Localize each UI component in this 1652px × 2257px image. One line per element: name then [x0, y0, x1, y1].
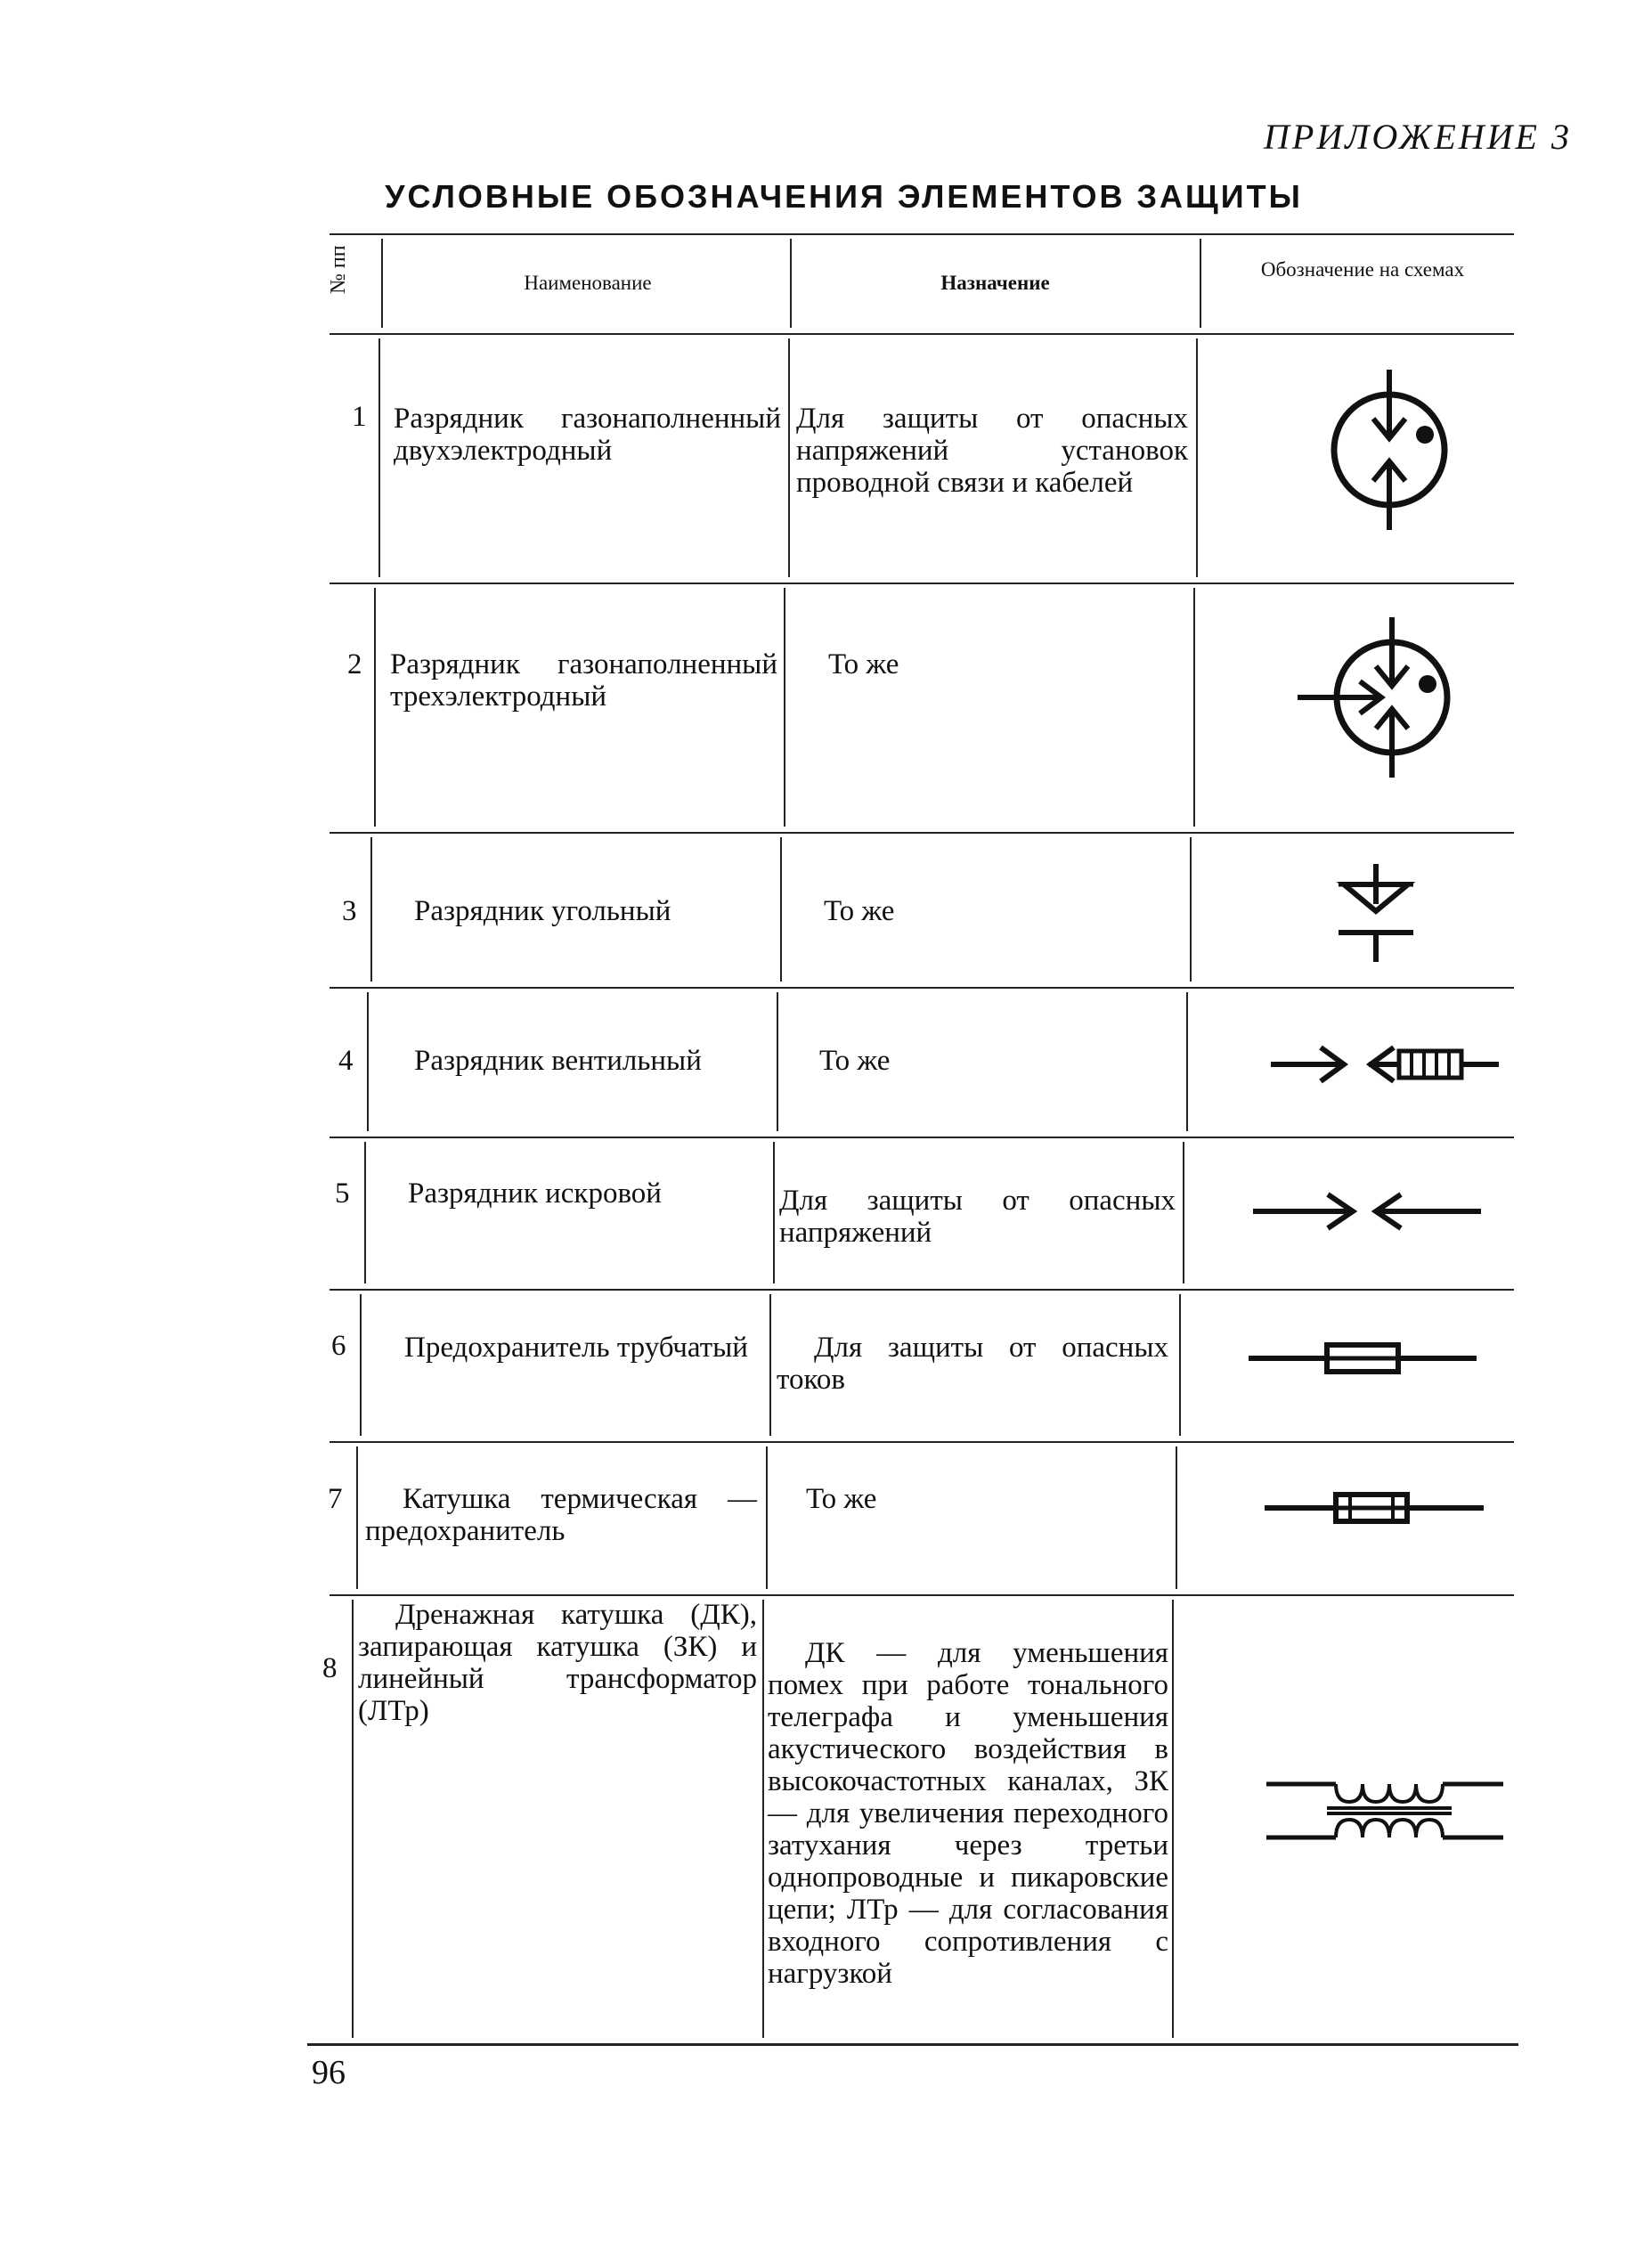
row-purpose: Для защиты от опасных напряжений — [779, 1185, 1176, 1249]
row-number: 8 — [322, 1652, 338, 1684]
col-divider — [1193, 588, 1195, 827]
col-divider — [1186, 992, 1188, 1131]
table-top-border — [330, 233, 1514, 235]
row-name: Разрядник газонаполненный двухэлектродный — [394, 403, 781, 467]
col-divider — [1179, 1294, 1181, 1436]
col-divider — [790, 239, 792, 328]
valve-discharger-icon — [1269, 1033, 1501, 1096]
row-purpose: То же — [806, 1483, 877, 1515]
col-divider — [762, 1600, 764, 2038]
col-divider — [1183, 1142, 1184, 1283]
row-number: 7 — [328, 1483, 343, 1515]
column-header-num: № пп — [327, 245, 350, 294]
col-divider — [1176, 1446, 1177, 1589]
row-number: 1 — [352, 401, 367, 433]
row-divider — [330, 987, 1514, 989]
row-number: 2 — [347, 648, 362, 680]
column-header-symbol: Обозначение на схемах — [1260, 258, 1465, 281]
col-divider — [780, 837, 782, 982]
col-divider — [378, 338, 380, 577]
gas-discharger-three-electrode-icon — [1296, 613, 1474, 782]
col-divider — [360, 1294, 362, 1436]
col-divider — [374, 588, 376, 827]
row-number: 3 — [342, 895, 357, 927]
tubular-fuse-icon — [1247, 1336, 1478, 1381]
appendix-label: ПРИЛОЖЕНИЕ 3 — [1264, 117, 1572, 157]
row-purpose: Для защиты от опасных токов — [777, 1332, 1168, 1396]
col-divider — [1196, 338, 1198, 577]
col-divider — [788, 338, 790, 577]
column-header-name: Наименование — [524, 272, 652, 294]
col-divider — [356, 1446, 358, 1589]
row-name: Катушка термическая — предохранитель — [365, 1483, 757, 1547]
col-divider — [364, 1142, 366, 1283]
spark-gap-icon — [1251, 1180, 1483, 1243]
row-purpose: То же — [824, 895, 895, 927]
col-divider — [1190, 837, 1192, 982]
row-divider — [330, 1289, 1514, 1291]
row-divider — [330, 1441, 1514, 1443]
row-name: Разрядник угольный — [414, 895, 671, 927]
row-divider — [330, 1137, 1514, 1138]
page-title: УСЛОВНЫЕ ОБОЗНАЧЕНИЯ ЭЛЕМЕНТОВ ЗАЩИТЫ — [385, 178, 1303, 215]
col-divider — [769, 1294, 771, 1436]
col-divider — [381, 239, 383, 328]
row-purpose: То же — [828, 648, 899, 680]
col-divider — [773, 1142, 775, 1283]
row-divider — [330, 583, 1514, 584]
col-divider — [777, 992, 778, 1131]
row-number: 5 — [335, 1177, 350, 1210]
col-divider — [784, 588, 785, 827]
row-name: Дренажная катушка (ДК), запирающая катушка (ЗК) и линейный трансформатор (ЛТр) — [358, 1599, 757, 1727]
page-number: 96 — [312, 2054, 346, 2091]
col-divider — [367, 992, 369, 1131]
header-bottom-border — [330, 333, 1514, 335]
row-name: Разрядник искровой — [408, 1177, 662, 1210]
col-divider — [1172, 1600, 1174, 2038]
col-divider — [1200, 239, 1201, 328]
row-number: 6 — [331, 1330, 346, 1362]
column-header-purpose: Назначение — [940, 272, 1050, 294]
row-name: Разрядник вентильный — [414, 1045, 702, 1077]
row-divider — [330, 1594, 1514, 1596]
carbon-discharger-icon — [1331, 860, 1420, 966]
row-purpose: ДК — для уменьшения помех при работе тонального телеграфа и уменьшения акустического воздействия в высокочастотных каналах, ЗК — для увеличения переходного затухания через третьи однопроводные и пикаровские цепи; ЛТр — для согласования входного сопротивления с нагрузкой — [768, 1637, 1168, 1990]
row-purpose: Для защиты от опасных напряжений установок проводной связи и кабелей — [796, 403, 1188, 499]
row-divider — [330, 832, 1514, 834]
col-divider — [766, 1446, 768, 1589]
row-number: 4 — [338, 1045, 354, 1077]
table-bottom-border — [307, 2043, 1518, 2046]
col-divider — [370, 837, 372, 982]
thermal-coil-fuse-icon — [1263, 1486, 1485, 1530]
row-purpose: То же — [819, 1045, 891, 1077]
transformer-icon — [1265, 1768, 1505, 1848]
row-name: Предохранитель трубчатый — [404, 1332, 748, 1364]
gas-discharger-two-electrode-icon — [1327, 365, 1469, 534]
row-name: Разрядник газонаполненный трехэлектродный — [390, 648, 777, 713]
col-divider — [352, 1600, 354, 2038]
